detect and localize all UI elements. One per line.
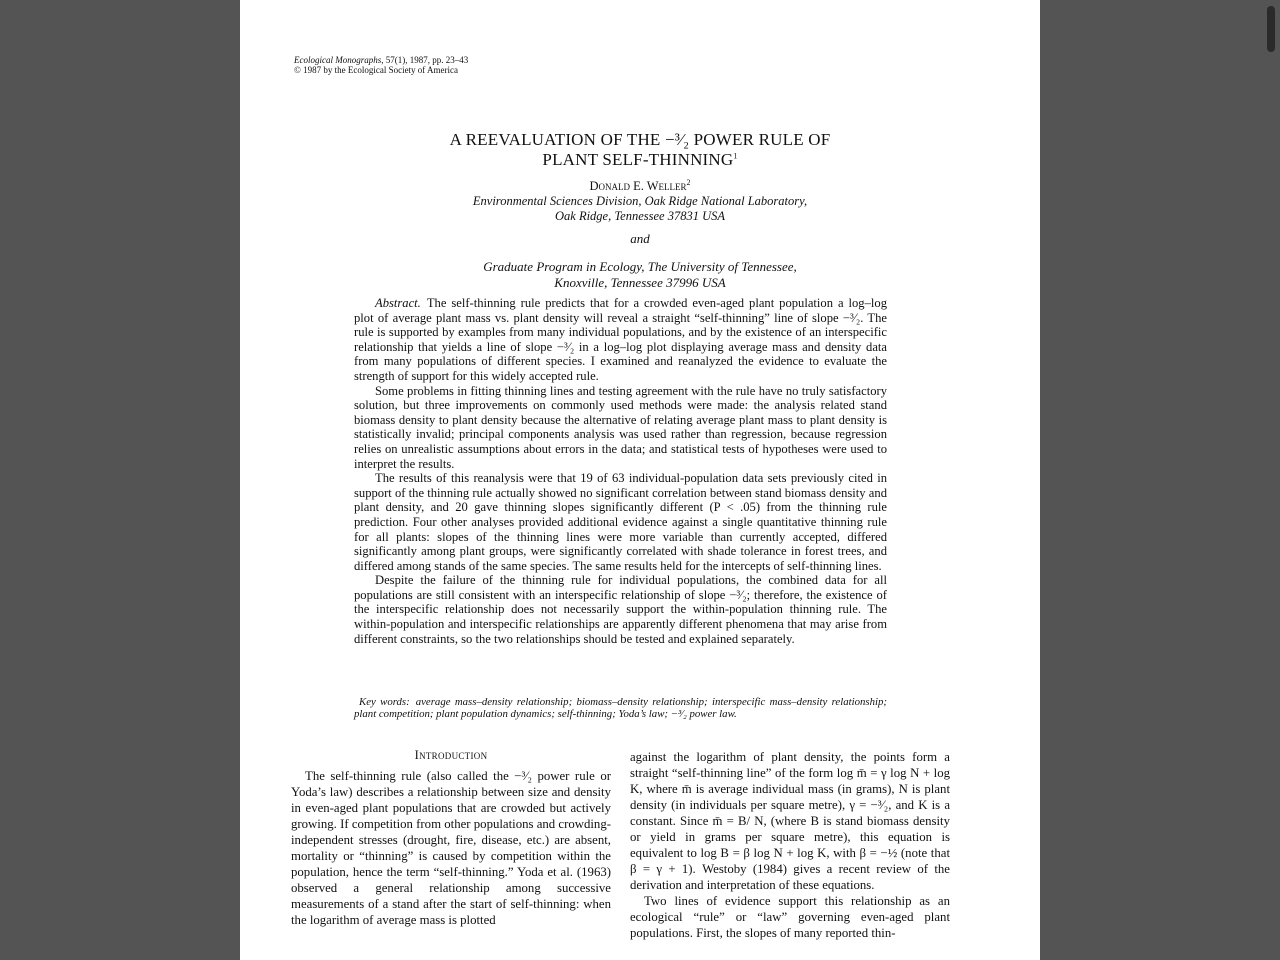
vertical-scrollbar[interactable] <box>1262 0 1280 960</box>
introduction-left-column <box>291 748 611 928</box>
abstract-paragraph-3: The results of this reanalysis were that 19 of 63 individual-population data sets previously cited in support of the thinning rule actually showed no significant correlation between stand biomass density and plant density, and 20 gave thinning slopes significantly different (P < .05) from the thinning rule prediction. Four other analyses provided additional evidence against a single quantitative thinning rule for all plants: slopes of the thinning lines were more variable than currently accepted, differed significantly among plant groups, were significantly correlated with shade tolerance in forest trees, and differed among stands of the same species. The same results held for the intercepts of self-thinning lines. <box>354 471 887 573</box>
affiliation-1-line-2: Oak Ridge, Tennessee 37831 USA <box>555 209 725 223</box>
abstract-paragraph-4: Despite the failure of the thinning rule for individual populations, the combined data for all populations are still consistent with an interspecific relationship of slope −³⁄₂; therefore, the existence of the interspecific relationship does not necessarily support the within-population thinning rule. The within-population and interspecific relationships are apparently different phenomena that may arise from different constraints, so the two relationships should be tested and explained separately. <box>354 573 887 646</box>
title-line-1: A REEVALUATION OF THE −³⁄₂ POWER RULE OF <box>449 130 831 149</box>
citation-line <box>294 55 468 65</box>
key-words <box>354 696 887 721</box>
key-words-label: Key words: <box>359 696 410 708</box>
abstract-paragraph-2: Some problems in fitting thinning lines and testing agreement with the rule have no truly satisfactory solution, but three improvements on commonly used methods were made: the analysis related stand biomass density to plant density because the alternative of relating average plant mass to plant density is statistically invalid; principal components analysis was used rather than regression, because regression relies on unrealistic assumptions about errors in the data; and statistical tests of hypotheses were used to interpret the results. <box>354 383 887 471</box>
abstract-paragraph-1 <box>354 296 887 384</box>
key-words-paragraph <box>354 696 887 721</box>
abstract-paragraph-1-text: The self-thinning rule predicts that for a crowded even-aged plant population a log–log plot of average plant mass vs. plant density will reveal a straight “self-thinning” line of slope −³⁄₂. The rule is supported by examples from many individual populations, and by the existence of an interspecific relationship that yields a line of slope −³⁄₂ in a log–log plot displaying average mass and density data from many populations of different species. I examined and reanalyzed the evidence to evaluate the strength of support for this widely accepted rule. <box>354 296 887 383</box>
title-footnote: 1 <box>733 151 738 161</box>
affiliation-1 <box>240 194 1040 224</box>
paper-title <box>240 130 1040 170</box>
affiliation-2-line-2: Knoxville, Tennessee 37996 USA <box>554 274 726 290</box>
affiliation-2-line-1: Graduate Program in Ecology, The University of Tennessee, <box>483 259 797 274</box>
author-name <box>240 179 1040 193</box>
journal-issue: , 57(1), 1987, pp. 23–43 <box>381 55 469 65</box>
abstract-label: Abstract. <box>375 296 421 310</box>
title-line-2-text: PLANT SELF-THINNING <box>542 150 734 169</box>
copyright-line: © 1987 by the Ecological Society of America <box>294 65 459 75</box>
author-name-text: Donald E. Weller <box>589 179 687 193</box>
abstract <box>354 296 887 646</box>
introduction-paragraph-1-continued: against the logarithm of plant density, the points form a straight “self-thinning line” of the form log m̄ = γ log N + log K, where m̄ is average individual mass (in grams), N is plant density (in individuals per square metre), γ = −³⁄₂, and K is a constant. Since m̄ = B/ N, (where B is stand biomass density or yield in grams per square metre), this equation is equivalent to log B = β log N + log K, with β = −½ (note that β = γ + 1). Westoby (1984) gives a recent review of the derivation and interpretation of these equations. <box>630 750 950 892</box>
affiliation-1-line-1: Environmental Sciences Division, Oak Ridge National Laboratory, <box>472 194 808 208</box>
introduction-heading: Introduction <box>414 748 488 762</box>
title-line-2 <box>240 150 1040 170</box>
affiliation-2 <box>240 259 1040 290</box>
scrollbar-thumb[interactable] <box>1267 6 1275 52</box>
and-separator: and <box>630 231 650 246</box>
introduction-paragraph-2: Two lines of evidence support this relationship as an ecological “rule” or “law” governing even-aged plant populations. First, the slopes of many reported thin- <box>630 894 950 940</box>
journal-citation <box>294 55 468 75</box>
introduction-right-column <box>630 749 950 941</box>
document-page <box>240 0 1040 960</box>
key-words-text: average mass–density relationship; biomass–density relationship; interspecific mass–density relationship; plant competition; plant population dynamics; self-thinning; Yoda’s law; −³⁄₂ power law. <box>354 696 887 721</box>
journal-name: Ecological Monographs <box>294 55 382 65</box>
introduction-paragraph-1: The self-thinning rule (also called the −³⁄₂ power rule or Yoda’s law) describes a relationship between size and density in even-aged plant populations that are crowded but actively growing. If competition from other populations and crowding-independent stresses (drought, fire, disease, etc.) are absent, mortality or “thinning” is caused by competition within the population, hence the term “self-thinning.” Yoda et al. (1963) observed a general relationship among successive measurements of a stand after the start of self-thinning: when the logarithm of average mass is plotted <box>291 769 611 927</box>
author-footnote: 2 <box>686 177 691 187</box>
